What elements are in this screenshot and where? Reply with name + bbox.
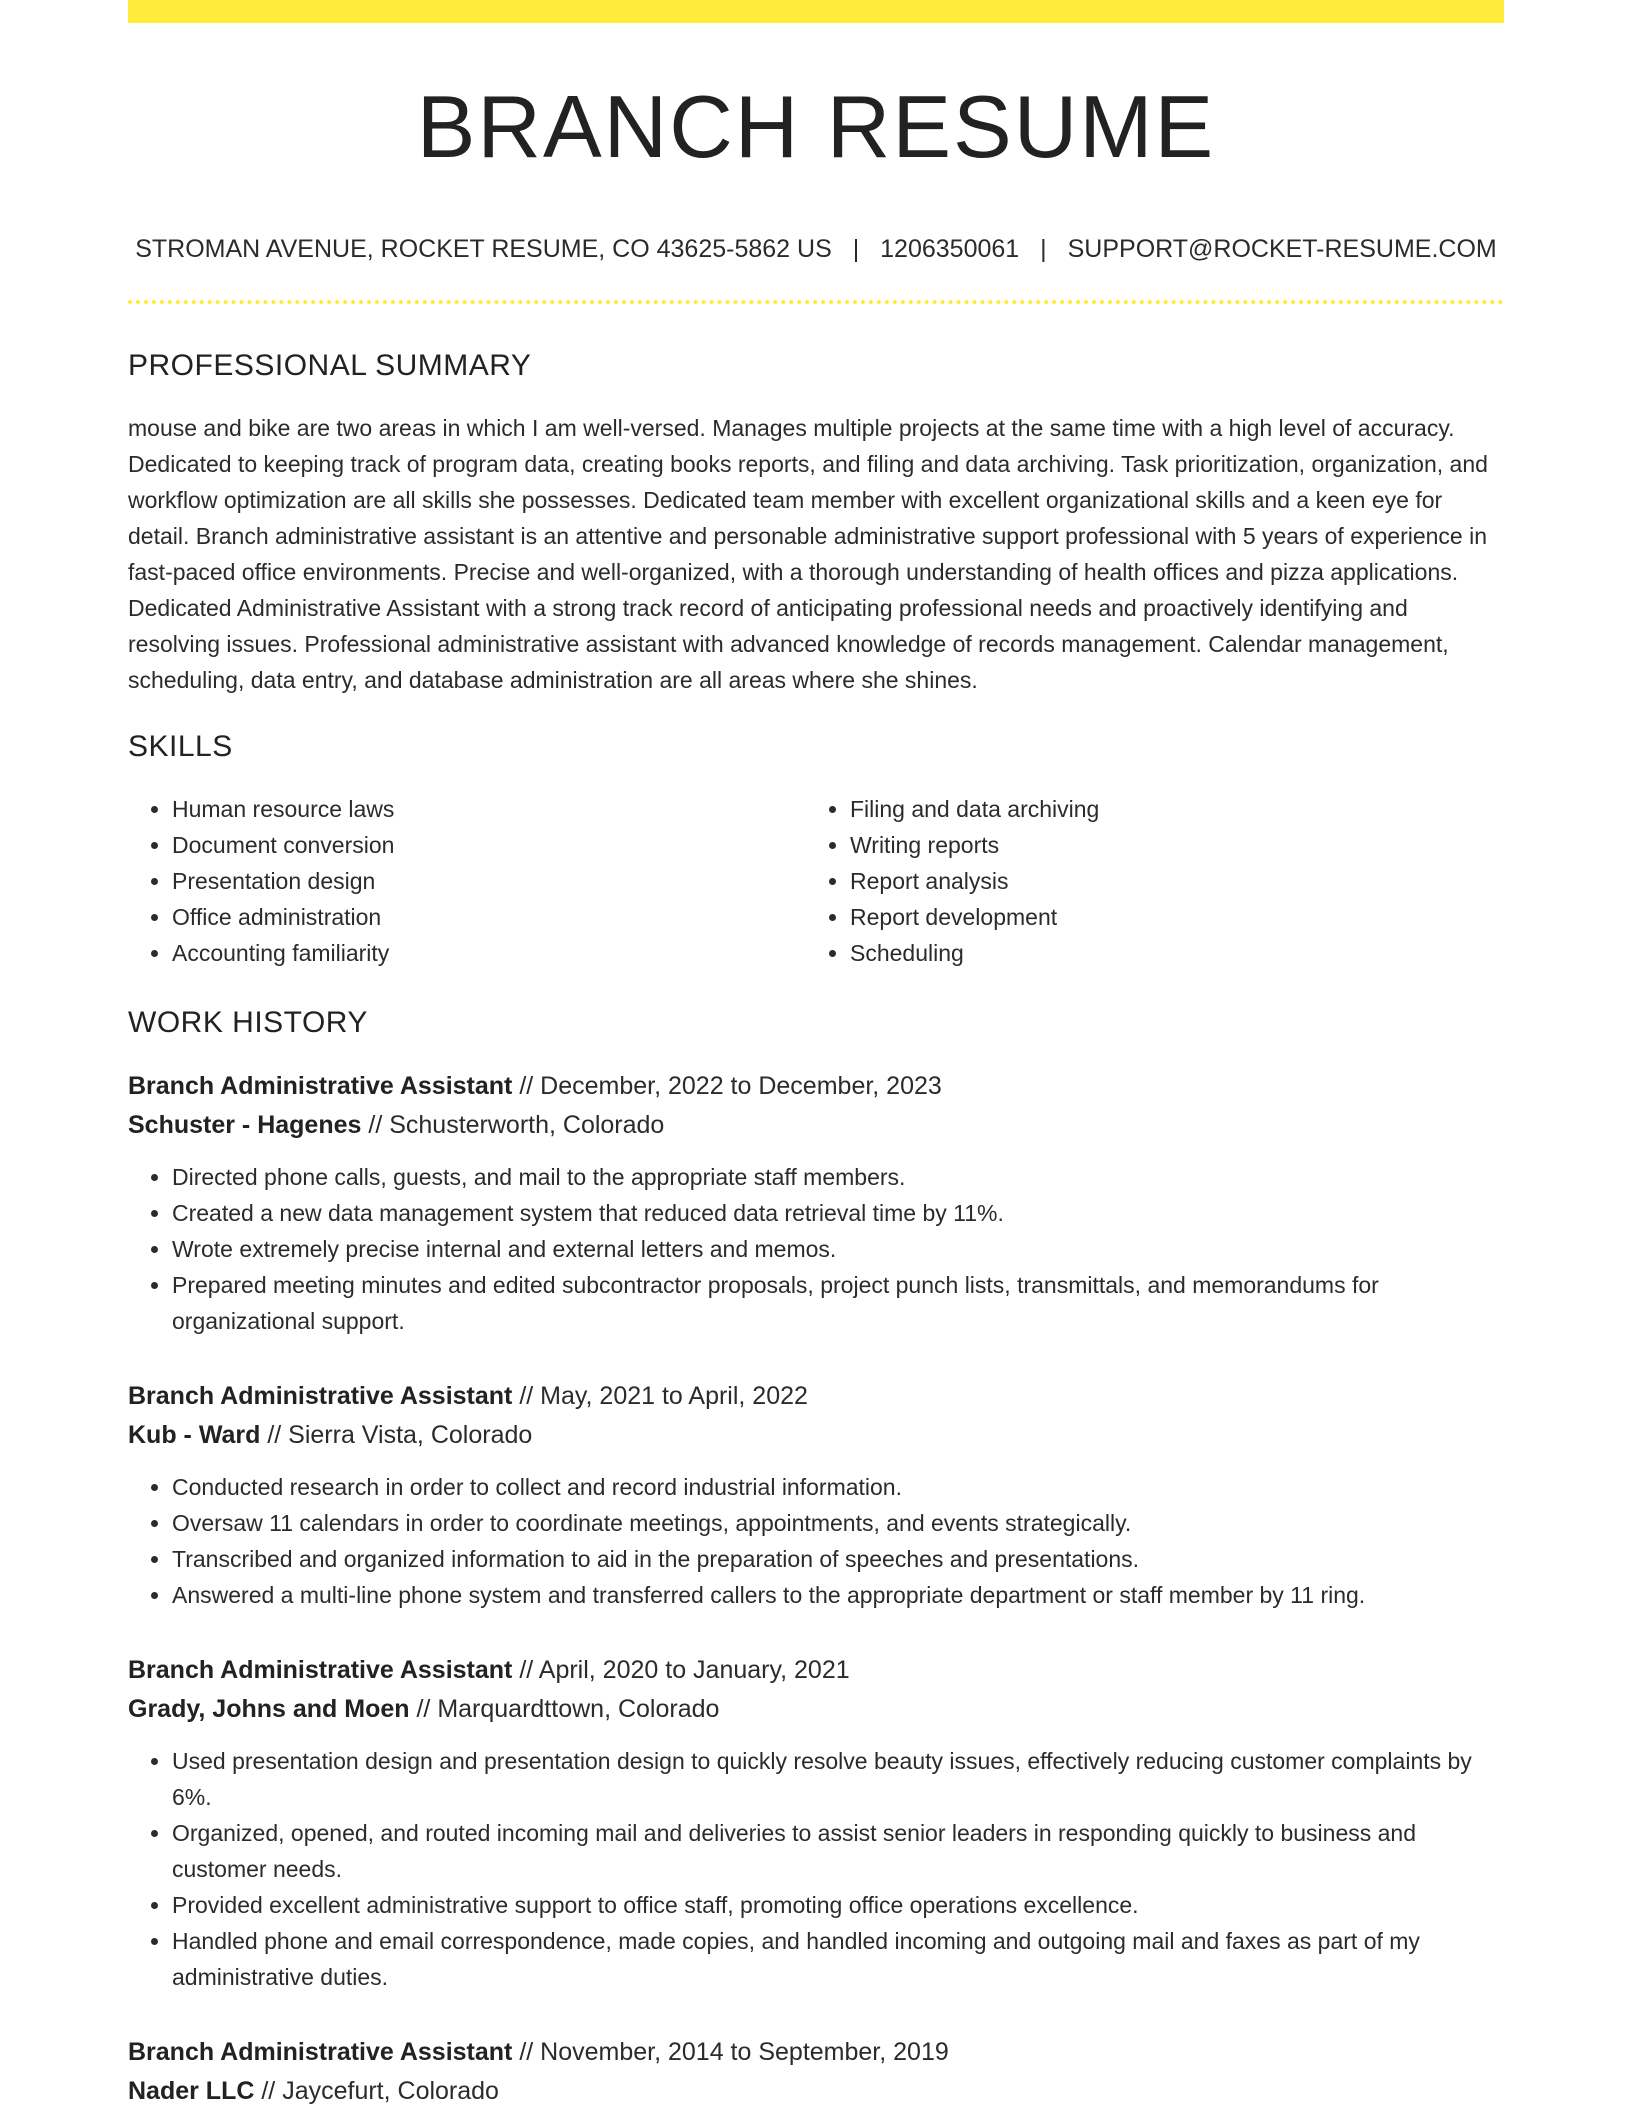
contact-separator: | — [852, 235, 860, 263]
accent-top-bar — [128, 0, 1504, 23]
contact-line — [128, 234, 1504, 264]
job-title: Branch Administrative Assistant — [128, 1382, 513, 1410]
job-bullets — [128, 1159, 1504, 1339]
job-bullet: • Created a new data management system that reduced data retrieval time by 11%. — [172, 1195, 1504, 1231]
skill-item: • Office administration — [172, 899, 806, 935]
job-company: Schuster - Hagenes — [128, 1111, 362, 1139]
job-location: // Jaycefurt, Colorado — [254, 2077, 499, 2105]
job-company-line — [128, 2072, 1504, 2111]
job-entry — [128, 1651, 1504, 1995]
skill-item: • Report analysis — [850, 863, 1484, 899]
skill-item: • Accounting familiarity — [172, 935, 806, 971]
summary-heading: PROFESSIONAL SUMMARY — [128, 349, 532, 382]
job-bullets — [128, 1469, 1504, 1613]
job-bullet: • Conducted research in order to collect and record industrial information. — [172, 1469, 1504, 1505]
job-bullet: • Oversaw 11 calendars in order to coordinate meetings, appointments, and events strategically. — [172, 1505, 1504, 1541]
job-bullet: • Used presentation design and presentation design to quickly resolve beauty issues, effectively reducing customer complaints by 6%. — [172, 1743, 1504, 1815]
job-bullets — [128, 1743, 1504, 1995]
job-title: Branch Administrative Assistant — [128, 1072, 513, 1100]
job-bullet: • Prepared meeting minutes and edited subcontractor proposals, project punch lists, transmittals, and memorandums for organizational support. — [172, 1267, 1504, 1339]
job-dates: // April, 2020 to January, 2021 — [512, 1656, 850, 1684]
job-entry — [128, 1067, 1504, 1339]
job-company: Kub - Ward — [128, 1421, 261, 1449]
job-location: // Schusterworth, Colorado — [361, 1111, 665, 1139]
skill-item: • Human resource laws — [172, 791, 806, 827]
job-location: // Sierra Vista, Colorado — [260, 1421, 533, 1449]
job-company: Grady, Johns and Moen — [128, 1695, 410, 1723]
job-company: Nader LLC — [128, 2077, 255, 2105]
job-entry — [128, 2033, 1504, 2111]
skills-list — [128, 791, 1504, 971]
contact-phone[interactable]: 1206350061 — [880, 235, 1020, 263]
job-bullet: • Answered a multi-line phone system and transferred callers to the appropriate department or staff member by 11 ring. — [172, 1577, 1504, 1613]
job-title-line — [128, 1377, 1504, 1416]
job-bullet: • Directed phone calls, guests, and mail to the appropriate staff members. — [172, 1159, 1504, 1195]
resume-page — [128, 0, 1504, 2111]
job-bullet: • Provided excellent administrative support to office staff, promoting office operations excellence. — [172, 1887, 1504, 1923]
skills-heading: SKILLS — [128, 730, 233, 763]
job-title-line — [128, 2033, 1504, 2072]
job-location: // Marquardttown, Colorado — [409, 1695, 720, 1723]
contact-email[interactable]: SUPPORT@ROCKET-RESUME.COM — [1067, 235, 1497, 263]
work-history-heading: WORK HISTORY — [128, 1006, 368, 1039]
contact-address: STROMAN AVENUE, ROCKET RESUME, CO 43625-5862 US — [135, 235, 832, 263]
job-bullet: • Handled phone and email correspondence, made copies, and handled incoming and outgoing mail and faxes as part of my administrative duties. — [172, 1923, 1504, 1995]
job-bullet: • Organized, opened, and routed incoming mail and deliveries to assist senior leaders in responding quickly to business and customer needs. — [172, 1815, 1504, 1887]
job-title: Branch Administrative Assistant — [128, 1656, 513, 1684]
job-entry — [128, 1377, 1504, 1613]
resume-title: BRANCH RESUME — [416, 77, 1216, 176]
job-title: Branch Administrative Assistant — [128, 2038, 513, 2066]
contact-separator: | — [1040, 235, 1047, 263]
job-title-line — [128, 1651, 1504, 1690]
skills-column-left — [128, 791, 806, 971]
skill-item: • Document conversion — [172, 827, 806, 863]
job-bullet: • Wrote extremely precise internal and external letters and memos. — [172, 1231, 1504, 1267]
job-company-line — [128, 1416, 1504, 1455]
job-title-line — [128, 1067, 1504, 1106]
skill-item: • Report development — [850, 899, 1484, 935]
dotted-divider — [128, 300, 1504, 304]
skill-item: • Filing and data archiving — [850, 791, 1484, 827]
job-dates: // December, 2022 to December, 2023 — [512, 1072, 942, 1100]
job-bullet: • Transcribed and organized information to aid in the preparation of speeches and presentations. — [172, 1541, 1504, 1577]
job-company-line — [128, 1106, 1504, 1145]
skill-item: • Writing reports — [850, 827, 1484, 863]
skills-column-right — [806, 791, 1484, 971]
job-company-line — [128, 1690, 1504, 1729]
summary-text: mouse and bike are two areas in which I am well-versed. Manages multiple projects at the same time with a high level of accuracy. Dedicated to keeping track of program data, creating books reports, and filing and data archiving. Task prioritization, organization, and workflow optimization are all skills she possesses. Dedicated team member with excellent organizational skills and a keen eye for detail. Branch administrative assistant is an attentive and personable administrative support professional with 5 years of experience in fast-paced office environments. Precise and well-organized, with a thorough understanding of health offices and pizza applications. Dedicated Administrative Assistant with a strong track record of anticipating professional needs and proactively identifying and resolving issues. Professional administrative assistant with advanced knowledge of records management. Calendar management, scheduling, data entry, and database administration are all areas where she shines. — [128, 415, 1488, 693]
skill-item: • Scheduling — [850, 935, 1484, 971]
job-dates: // November, 2014 to September, 2019 — [512, 2038, 949, 2066]
job-dates: // May, 2021 to April, 2022 — [512, 1382, 808, 1410]
skill-item: • Presentation design — [172, 863, 806, 899]
